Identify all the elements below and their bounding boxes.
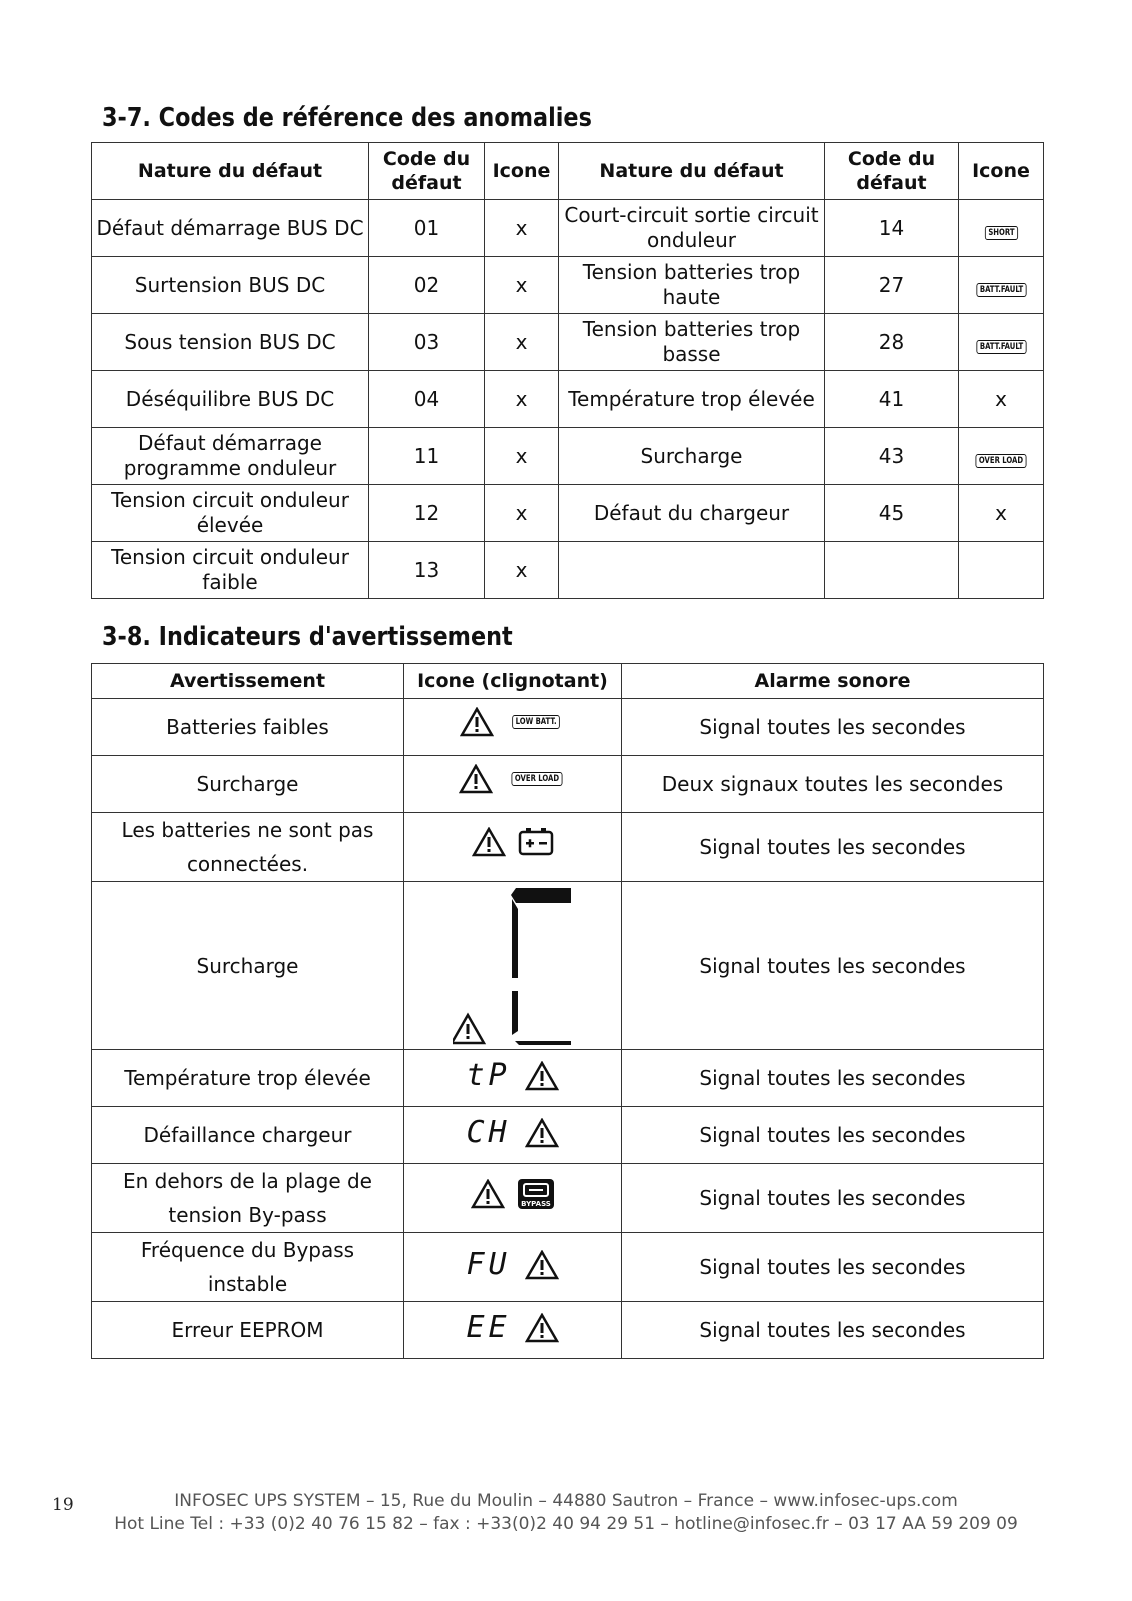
col-header: Nature du défaut — [559, 143, 825, 200]
fault-icon — [959, 542, 1044, 599]
table-row — [92, 314, 1044, 371]
fault-icon: x — [959, 371, 1044, 428]
warning-triangle-icon — [472, 827, 506, 857]
warning-icon-cell — [404, 1107, 622, 1164]
warning-name: Défaillance chargeur — [92, 1107, 404, 1164]
bypass-label: BYPASS — [520, 1199, 551, 1208]
table-row — [92, 485, 1044, 542]
warning-icon-cell — [404, 882, 622, 1050]
table-row — [92, 200, 1044, 257]
fault-code: 01 — [369, 200, 485, 257]
warning-triangle-icon — [525, 1061, 559, 1091]
fault-icon: x — [485, 485, 559, 542]
low-batt-icon: LOW BATT. — [513, 715, 561, 729]
load-bar-graph-icon — [453, 883, 573, 1049]
fault-name — [559, 542, 825, 599]
table-row — [92, 813, 1044, 882]
fault-name: Défaut démarrage BUS DC — [92, 200, 369, 257]
fault-code: 14 — [825, 200, 959, 257]
fault-icon: x — [485, 371, 559, 428]
fault-name: Tension circuit onduleur faible — [92, 542, 369, 599]
fault-code: 27 — [825, 257, 959, 314]
col-header: Code du défaut — [825, 143, 959, 200]
table-row — [92, 1164, 1044, 1233]
warning-triangle-icon — [471, 1179, 505, 1209]
table-row — [92, 428, 1044, 485]
fault-name: Température trop élevée — [559, 371, 825, 428]
col-header: Avertissement — [92, 664, 404, 699]
fault-icon: x — [485, 200, 559, 257]
alarm-text: Signal toutes les secondes — [622, 1107, 1044, 1164]
short-icon: SHORT — [984, 226, 1017, 240]
warning-icon-cell — [404, 813, 622, 882]
warning-icon-cell — [404, 699, 622, 756]
table-row — [92, 1050, 1044, 1107]
overload-icon: OVER LOAD — [976, 454, 1027, 468]
fault-name: Court-circuit sortie circuit onduleur — [559, 200, 825, 257]
bypass-icon — [517, 1178, 555, 1210]
warning-icon-cell — [404, 756, 622, 813]
col-header: Alarme sonore — [622, 664, 1044, 699]
alarm-text: Signal toutes les secondes — [622, 813, 1044, 882]
footer-contact: Hot Line Tel : +33 (0)2 40 76 15 82 – fax : +33(0)2 40 94 29 51 – hotline@infosec.fr – 03 17 AA 59 209 09 — [114, 1514, 1018, 1534]
temp-code-icon: tP — [466, 1058, 511, 1093]
warning-icon-cell — [404, 1164, 622, 1233]
alarm-text: Signal toutes les secondes — [622, 1233, 1044, 1302]
col-header: Icone (clignotant) — [404, 664, 622, 699]
batt-fault-icon: BATT.FAULT — [976, 340, 1026, 354]
batt-fault-icon: BATT.FAULT — [976, 283, 1026, 297]
warning-triangle-icon — [525, 1313, 559, 1343]
fault-name: Défaut démarrage programme onduleur — [92, 428, 369, 485]
warning-triangle-icon — [459, 764, 493, 794]
table-row — [92, 257, 1044, 314]
table-row — [92, 699, 1044, 756]
table-row — [92, 1302, 1044, 1359]
fault-name: Sous tension BUS DC — [92, 314, 369, 371]
fault-code: 28 — [825, 314, 959, 371]
alarm-text: Signal toutes les secondes — [622, 882, 1044, 1050]
warning-indicators-table — [91, 663, 1044, 1359]
fault-code: 04 — [369, 371, 485, 428]
warning-icon-cell — [404, 1050, 622, 1107]
fault-icon: x — [485, 314, 559, 371]
table-row — [92, 882, 1044, 1050]
fault-icon: x — [959, 485, 1044, 542]
fault-code: 12 — [369, 485, 485, 542]
battery-icon — [518, 827, 554, 857]
fault-icon: x — [485, 257, 559, 314]
fault-code: 03 — [369, 314, 485, 371]
fault-name: Tension batteries trop haute — [559, 257, 825, 314]
warning-name: Fréquence du Bypass instable — [92, 1233, 404, 1302]
table-row — [92, 371, 1044, 428]
warning-triangle-icon — [525, 1118, 559, 1148]
warning-name: Température trop élevée — [92, 1050, 404, 1107]
fault-name: Surtension BUS DC — [92, 257, 369, 314]
fault-code: 13 — [369, 542, 485, 599]
warning-name: Erreur EEPROM — [92, 1302, 404, 1359]
fault-icon — [959, 200, 1044, 257]
table-header-row — [92, 143, 1044, 200]
fault-name: Défaut du chargeur — [559, 485, 825, 542]
fault-code — [825, 542, 959, 599]
fault-icon — [959, 428, 1044, 485]
fault-code: 45 — [825, 485, 959, 542]
warning-icon-cell — [404, 1302, 622, 1359]
alarm-text: Signal toutes les secondes — [622, 1050, 1044, 1107]
table-row — [92, 1233, 1044, 1302]
table-row — [92, 542, 1044, 599]
fault-icon: x — [485, 542, 559, 599]
warning-triangle-icon — [453, 1015, 484, 1043]
table-row — [92, 756, 1044, 813]
warning-name: Batteries faibles — [92, 699, 404, 756]
fault-code: 11 — [369, 428, 485, 485]
col-header: Icone — [485, 143, 559, 200]
eeprom-code-icon: EE — [466, 1310, 511, 1345]
warning-name: Surcharge — [92, 882, 404, 1050]
fault-code: 43 — [825, 428, 959, 485]
overload-icon: OVER LOAD — [511, 772, 562, 786]
charger-code-icon: CH — [466, 1115, 511, 1150]
warning-name: Les batteries ne sont pas connectées. — [92, 813, 404, 882]
freq-code-icon: FU — [466, 1247, 511, 1282]
warning-triangle-icon — [460, 707, 494, 737]
fault-icon: x — [485, 428, 559, 485]
alarm-text: Signal toutes les secondes — [622, 699, 1044, 756]
alarm-text: Signal toutes les secondes — [622, 1164, 1044, 1233]
fault-name: Tension circuit onduleur élevée — [92, 485, 369, 542]
section-title-warnings: 3-8. Indicateurs d'avertissement — [102, 622, 513, 652]
section-title-fault-codes: 3-7. Codes de référence des anomalies — [102, 103, 592, 133]
fault-codes-table — [91, 142, 1044, 599]
fault-icon — [959, 314, 1044, 371]
fault-icon — [959, 257, 1044, 314]
warning-name: Surcharge — [92, 756, 404, 813]
alarm-text: Deux signaux toutes les secondes — [622, 756, 1044, 813]
fault-code: 41 — [825, 371, 959, 428]
col-header: Nature du défaut — [92, 143, 369, 200]
page-number: 19 — [52, 1495, 74, 1515]
col-header: Icone — [959, 143, 1044, 200]
footer-address: INFOSEC UPS SYSTEM – 15, Rue du Moulin – 44880 Sautron – France – www.infosec-ups.com — [174, 1491, 958, 1511]
fault-name: Tension batteries trop basse — [559, 314, 825, 371]
alarm-text: Signal toutes les secondes — [622, 1302, 1044, 1359]
fault-name: Déséquilibre BUS DC — [92, 371, 369, 428]
table-row — [92, 1107, 1044, 1164]
fault-code: 02 — [369, 257, 485, 314]
warning-triangle-icon — [525, 1250, 559, 1280]
warning-icon-cell — [404, 1233, 622, 1302]
warning-name: En dehors de la plage de tension By-pass — [92, 1164, 404, 1233]
fault-name: Surcharge — [559, 428, 825, 485]
col-header: Code du défaut — [369, 143, 485, 200]
table-header-row — [92, 664, 1044, 699]
